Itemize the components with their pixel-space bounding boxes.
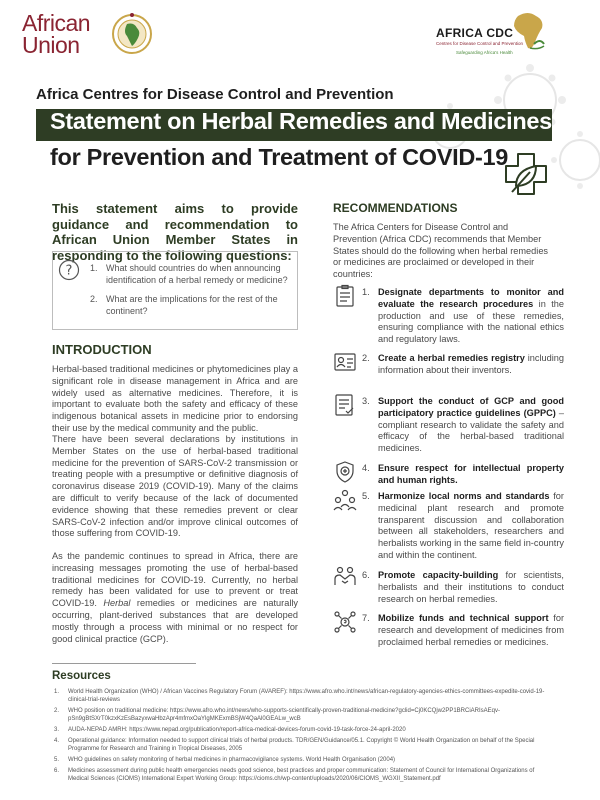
reference-text: WHO guidelines on safety monitoring of herbal medicines in pharmacovigilance systems. World Health Organisation (2004) (68, 757, 396, 763)
page-title-line1: Statement on Herbal Remedies and Medicines (50, 108, 552, 134)
recommendation-text: Create a herbal remedies registry including information about their inventors. (378, 353, 564, 375)
organization-title: Africa Centres for Disease Control and Prevention (36, 86, 394, 103)
recommendation-number: 1. (362, 287, 370, 297)
handshake-icon (333, 565, 357, 589)
registry-icon (333, 350, 357, 374)
au-logo-text-line2: Union (22, 32, 80, 58)
herbal-leaf-plus-icon (502, 152, 550, 198)
question-text: What are the implications for the rest of the continent? (106, 294, 278, 316)
recommendation-number: 7. (362, 613, 370, 623)
recommendations-intro: The Africa Centers for Disease Control and Prevention (Africa CDC) recommends that Member States should do the following when herbal remedies or medicines are proclaimed or developed in their countries: (333, 222, 549, 280)
reference-text: Operational guidance: Information needed to support clinical trials of herbal products. TDR/GEN/Guidance/05.1. Copyright © World Health Organization on behalf of the Special Programme for Research and Training in Tropical Diseases, 2005 (68, 738, 535, 752)
reference-text: AUDA-NEPAD AMRH: https://www.nepad.org/publication/report-africa-medical-devices-forum-covid-19-task-force-24-april-2020 (68, 727, 406, 733)
recommendation-text: Support the conduct of GCP and good participatory practice guidelines (GPPC) – compliant research to validate the safety and efficacy of the herbal-based traditional medicines. (378, 396, 564, 454)
recommendation-text: Mobilize funds and technical support for research and development of medicines from proclaimed herbal remedies or medicines. (378, 613, 565, 647)
recommendation-number: 5. (362, 491, 370, 501)
reference-number: 1. (54, 689, 60, 695)
africa-map-icon (508, 8, 548, 54)
reference-number: 3. (54, 727, 60, 733)
africa-cdc-logo-tagline: Safeguarding Africa's Health (456, 50, 513, 55)
reference-number: 4. (54, 738, 60, 744)
question-number: 1. (90, 263, 98, 273)
recommendation-number: 6. (362, 570, 370, 580)
recommendation-number: 2. (362, 353, 370, 363)
recommendation-text: Designate departments to monitor and evaluate the research procedures in the production and use of these remedies, ensuring compliance with the national ethics and regulatory laws. (378, 287, 565, 345)
recommendation-text: Harmonize local norms and standards for medicinal plant research and promote transparent discussion and collaboration between all stakeholders, researchers and herbalists working in the same field in-country and within the continent. (378, 491, 564, 560)
people-network-icon (333, 488, 357, 512)
africa-cdc-logo-subtitle: Centres for Disease Control and Prevention (436, 41, 524, 46)
resources-heading: Resources (52, 670, 111, 682)
recommendation-number: 3. (362, 396, 370, 406)
recommendation-text: Ensure respect for intellectual property and human rights. (378, 463, 564, 485)
intro-question: This statement aims to provide guidance and recommendation to African Union Member States in responding to the following questions: (52, 201, 298, 263)
reference-number: 5. (54, 757, 60, 763)
au-emblem-icon (110, 10, 154, 56)
reference-number: 6. (54, 768, 60, 774)
reference-text: Medicines assessment during public health emergencies needs good science, best practices and proper communication: Statement of Council for International Organizations of Medical Sciences (CIOMS) International Expert Working Group: https://cioms.ch/wp-content/uploads/2020/06/CIOMS_WGXII_Statement.pdf (68, 768, 535, 782)
resources-divider (52, 663, 196, 664)
africa-cdc-logo-name: AFRICA CDC (436, 26, 514, 40)
question-number: 2. (90, 294, 98, 304)
question-mark-icon (58, 259, 80, 281)
svg-text:?: ? (65, 263, 73, 279)
funding-network-icon (333, 610, 357, 634)
reference-number: 2. (54, 708, 60, 714)
recommendation-text: Promote capacity-building for scientists, herbalists and their institutions to conduct research on herbal remedies. (378, 570, 564, 604)
gppc-icon (333, 393, 357, 417)
shield-brain-icon (333, 460, 357, 484)
page-title-line2: for Prevention and Treatment of COVID-19 (50, 144, 509, 170)
recommendations-heading: RECOMMENDATIONS (333, 201, 458, 215)
introduction-paragraph-3: As the pandemic continues to spread in Africa, there are increasing messages promoting the use of herbal-based traditional medicines for COVID-19. Currently, no herbal remedy has been validated for use to prevent or treat COVID-19. Herbal remedies or medicines are naturally occurring, plant-derived substances that are developed mostly through a process with minimal or no respect for good clinical practice (GCP). (52, 551, 298, 644)
au-logo-text-line1: African (22, 10, 91, 36)
recommendation-number: 4. (362, 463, 370, 473)
reference-text: World Health Organization (WHO) / African Vaccines Regulatory Forum (AVAREF): https://www.afro.who.int/news/african-regulatory-agencies-ethics-committees-expedite-covid-19-clinical-trial-reviews (68, 689, 545, 703)
introduction-heading: INTRODUCTION (52, 342, 152, 357)
question-text: What should countries do when announcing identification of a herbal remedy or medicine? (106, 263, 288, 285)
introduction-paragraph-2: There have been several declarations by institutions in Member States on the use of herbal-based traditional medicine for the prevention of SARS-CoV-2 transmission or treating people with a presumptive or definitive diagnosis of coronavirus disease 2019 (COVID-19). Many of the claims are difficult to verify because of the lack of documented evidence showing that these remedies prevent or clear SARS-CoV-2 infection and/or improve clinical outcomes of those suffering from COVID-19. (52, 434, 298, 539)
clipboard-icon (333, 284, 357, 308)
reference-text: WHO position on traditional medicine: https://www.afro.who.int/news/who-supports-scientifically-proven-traditional-medicine?gclid=Cj0KCQjw2PP1BRCiARIsAEqv-pSn9gBtSXrT0kzxKzEsBazyxwaHbzApr4mfmxOaYlgMKExmBSjW4QaAl0GEALw_wcB (68, 708, 501, 722)
introduction-paragraph-1: Herbal-based traditional medicines or phytomedicines play a significant role in disease management in Africa and are widely used as alternative medicines. Therefore, it is important to evaluate both the safety and efficacy of these indigenous botanical assets in medicine prior to endorsing their use by the medical community and the public. (52, 364, 298, 433)
